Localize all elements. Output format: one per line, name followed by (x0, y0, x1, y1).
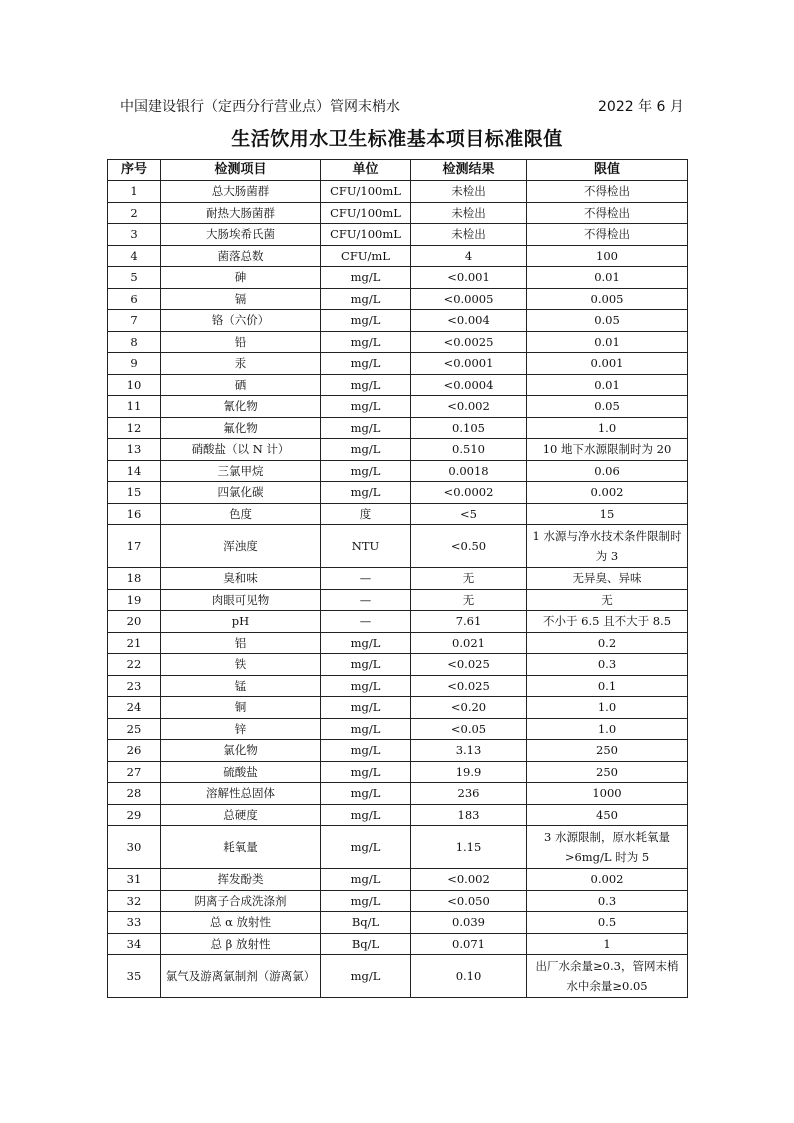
cell-limit: 0.01 (527, 267, 688, 289)
cell-item: 锌 (161, 718, 321, 740)
table-row (108, 718, 688, 740)
cell-item: 菌落总数 (161, 245, 321, 267)
cell-item: 铝 (161, 632, 321, 654)
cell-result: <0.004 (411, 310, 527, 332)
cell-limit: 无 (527, 589, 688, 611)
cell-item: 氯化物 (161, 740, 321, 762)
cell-limit: 10 地下水源限制时为 20 (527, 439, 688, 461)
table-header-row (108, 160, 688, 181)
table-row (108, 632, 688, 654)
cell-no: 22 (108, 654, 161, 676)
table-row (108, 804, 688, 826)
table-row (108, 439, 688, 461)
table-row (108, 933, 688, 955)
table-row (108, 482, 688, 504)
cell-limit: 出厂水余量≥0.3，管网末梢水中余量≥0.05 (527, 955, 688, 998)
cell-limit: 1.0 (527, 718, 688, 740)
cell-result: <0.025 (411, 654, 527, 676)
column-header-limit: 限值 (527, 160, 688, 181)
cell-unit: mg/L (321, 482, 411, 504)
cell-item: 挥发酚类 (161, 869, 321, 891)
cell-item: 铜 (161, 697, 321, 719)
cell-item: 总硬度 (161, 804, 321, 826)
cell-item: 硝酸盐（以 N 计） (161, 439, 321, 461)
cell-result: <0.025 (411, 675, 527, 697)
table-row (108, 697, 688, 719)
cell-limit: 0.002 (527, 482, 688, 504)
cell-no: 5 (108, 267, 161, 289)
cell-unit: 度 (321, 503, 411, 525)
cell-limit: 250 (527, 740, 688, 762)
cell-result: <0.0005 (411, 288, 527, 310)
table-row (108, 353, 688, 375)
cell-result: 236 (411, 783, 527, 805)
cell-no: 20 (108, 611, 161, 633)
table-row (108, 460, 688, 482)
cell-item: 硒 (161, 374, 321, 396)
cell-result: 0.510 (411, 439, 527, 461)
cell-limit: 450 (527, 804, 688, 826)
cell-item: 总大肠菌群 (161, 181, 321, 203)
cell-item: 铬（六价） (161, 310, 321, 332)
cell-no: 19 (108, 589, 161, 611)
report-location: 中国建设银行（定西分行营业点）管网末梢水 (120, 99, 400, 115)
cell-no: 34 (108, 933, 161, 955)
table-row (108, 890, 688, 912)
cell-no: 13 (108, 439, 161, 461)
cell-no: 6 (108, 288, 161, 310)
cell-item: 总 β 放射性 (161, 933, 321, 955)
table-row (108, 245, 688, 267)
cell-result: <0.002 (411, 396, 527, 418)
cell-no: 25 (108, 718, 161, 740)
table-row (108, 955, 688, 998)
cell-limit: 15 (527, 503, 688, 525)
cell-result: <0.0001 (411, 353, 527, 375)
cell-item: 四氯化碳 (161, 482, 321, 504)
cell-unit: mg/L (321, 890, 411, 912)
cell-item: 溶解性总固体 (161, 783, 321, 805)
table-row (108, 202, 688, 224)
table-row (108, 912, 688, 934)
cell-result: 无 (411, 589, 527, 611)
cell-unit: — (321, 568, 411, 590)
cell-item: 阴离子合成洗涤剂 (161, 890, 321, 912)
cell-limit: 不得检出 (527, 181, 688, 203)
cell-no: 10 (108, 374, 161, 396)
cell-limit: 0.2 (527, 632, 688, 654)
cell-unit: mg/L (321, 460, 411, 482)
cell-limit: 不小于 6.5 且不大于 8.5 (527, 611, 688, 633)
cell-item: 大肠埃希氏菌 (161, 224, 321, 246)
cell-no: 7 (108, 310, 161, 332)
cell-unit: mg/L (321, 396, 411, 418)
cell-item: 肉眼可见物 (161, 589, 321, 611)
cell-result: 未检出 (411, 181, 527, 203)
cell-no: 21 (108, 632, 161, 654)
cell-result: <5 (411, 503, 527, 525)
cell-result: 无 (411, 568, 527, 590)
table-row (108, 503, 688, 525)
cell-no: 23 (108, 675, 161, 697)
cell-no: 33 (108, 912, 161, 934)
cell-no: 12 (108, 417, 161, 439)
cell-unit: mg/L (321, 310, 411, 332)
page-title: 生活饮用水卫生标准基本项目标准限值 (231, 128, 563, 150)
cell-unit: — (321, 589, 411, 611)
table-row (108, 224, 688, 246)
cell-result: 1.15 (411, 826, 527, 869)
cell-unit: CFU/mL (321, 245, 411, 267)
cell-no: 8 (108, 331, 161, 353)
column-header-no: 序号 (108, 160, 161, 181)
cell-unit: CFU/100mL (321, 202, 411, 224)
cell-unit: mg/L (321, 267, 411, 289)
cell-result: <0.05 (411, 718, 527, 740)
table-row (108, 869, 688, 891)
table-row (108, 761, 688, 783)
table-row (108, 611, 688, 633)
cell-item: pH (161, 611, 321, 633)
cell-no: 32 (108, 890, 161, 912)
cell-unit: Bq/L (321, 912, 411, 934)
cell-unit: mg/L (321, 288, 411, 310)
report-date: 2022 年 6 月 (598, 99, 684, 115)
table-row (108, 310, 688, 332)
cell-result: <0.0025 (411, 331, 527, 353)
cell-limit: 3 水源限制，原水耗氧量>6mg/L 时为 5 (527, 826, 688, 869)
table-row (108, 826, 688, 869)
cell-unit: CFU/100mL (321, 181, 411, 203)
cell-item: 砷 (161, 267, 321, 289)
cell-no: 15 (108, 482, 161, 504)
cell-limit: 0.002 (527, 869, 688, 891)
cell-item: 铅 (161, 331, 321, 353)
cell-result: 19.9 (411, 761, 527, 783)
cell-unit: Bq/L (321, 933, 411, 955)
cell-unit: mg/L (321, 869, 411, 891)
cell-no: 9 (108, 353, 161, 375)
cell-limit: 0.1 (527, 675, 688, 697)
table-row (108, 589, 688, 611)
cell-item: 三氯甲烷 (161, 460, 321, 482)
cell-unit: mg/L (321, 761, 411, 783)
cell-result: 未检出 (411, 202, 527, 224)
cell-result: 0.039 (411, 912, 527, 934)
cell-limit: 0.01 (527, 374, 688, 396)
column-header-item: 检测项目 (161, 160, 321, 181)
cell-item: 氟化物 (161, 417, 321, 439)
cell-no: 29 (108, 804, 161, 826)
cell-unit: mg/L (321, 417, 411, 439)
table-row (108, 331, 688, 353)
cell-limit: 100 (527, 245, 688, 267)
cell-unit: NTU (321, 525, 411, 568)
table-row (108, 568, 688, 590)
cell-no: 31 (108, 869, 161, 891)
cell-no: 16 (108, 503, 161, 525)
table-row (108, 181, 688, 203)
cell-unit: mg/L (321, 955, 411, 998)
cell-no: 2 (108, 202, 161, 224)
cell-no: 17 (108, 525, 161, 568)
cell-no: 35 (108, 955, 161, 998)
cell-unit: mg/L (321, 331, 411, 353)
cell-limit: 0.3 (527, 654, 688, 676)
cell-unit: mg/L (321, 654, 411, 676)
cell-limit: 0.5 (527, 912, 688, 934)
cell-unit: CFU/100mL (321, 224, 411, 246)
cell-unit: mg/L (321, 439, 411, 461)
cell-result: 4 (411, 245, 527, 267)
cell-item: 硫酸盐 (161, 761, 321, 783)
cell-limit: 1.0 (527, 417, 688, 439)
cell-result: 未检出 (411, 224, 527, 246)
cell-unit: mg/L (321, 740, 411, 762)
cell-result: 0.0018 (411, 460, 527, 482)
cell-limit: 0.05 (527, 396, 688, 418)
cell-unit: mg/L (321, 353, 411, 375)
cell-no: 27 (108, 761, 161, 783)
table-row (108, 675, 688, 697)
cell-result: 0.021 (411, 632, 527, 654)
cell-limit: 1000 (527, 783, 688, 805)
cell-unit: mg/L (321, 783, 411, 805)
cell-item: 色度 (161, 503, 321, 525)
cell-item: 浑浊度 (161, 525, 321, 568)
cell-result: <0.050 (411, 890, 527, 912)
table-row (108, 267, 688, 289)
table-row (108, 374, 688, 396)
column-header-unit: 单位 (321, 160, 411, 181)
table-row (108, 396, 688, 418)
column-header-result: 检测结果 (411, 160, 527, 181)
cell-limit: 0.001 (527, 353, 688, 375)
cell-result: 0.105 (411, 417, 527, 439)
table-row (108, 783, 688, 805)
cell-result: 183 (411, 804, 527, 826)
cell-unit: mg/L (321, 826, 411, 869)
cell-result: <0.0004 (411, 374, 527, 396)
cell-no: 14 (108, 460, 161, 482)
cell-item: 汞 (161, 353, 321, 375)
cell-item: 氰化物 (161, 396, 321, 418)
cell-limit: 1 水源与净水技术条件限制时为 3 (527, 525, 688, 568)
cell-item: 氯气及游离氯制剂（游离氯） (161, 955, 321, 998)
cell-result: 3.13 (411, 740, 527, 762)
cell-limit: 0.05 (527, 310, 688, 332)
cell-limit: 1.0 (527, 697, 688, 719)
cell-no: 28 (108, 783, 161, 805)
cell-item: 耐热大肠菌群 (161, 202, 321, 224)
table-row (108, 525, 688, 568)
cell-no: 30 (108, 826, 161, 869)
cell-result: 0.071 (411, 933, 527, 955)
cell-no: 3 (108, 224, 161, 246)
cell-limit: 无异臭、异味 (527, 568, 688, 590)
cell-no: 11 (108, 396, 161, 418)
cell-unit: — (321, 611, 411, 633)
cell-limit: 0.3 (527, 890, 688, 912)
cell-result: <0.20 (411, 697, 527, 719)
cell-result: 7.61 (411, 611, 527, 633)
cell-item: 锰 (161, 675, 321, 697)
cell-limit: 1 (527, 933, 688, 955)
cell-result: <0.0002 (411, 482, 527, 504)
table-row (108, 654, 688, 676)
cell-no: 1 (108, 181, 161, 203)
cell-limit: 不得检出 (527, 202, 688, 224)
cell-limit: 250 (527, 761, 688, 783)
cell-item: 臭和味 (161, 568, 321, 590)
cell-no: 26 (108, 740, 161, 762)
cell-result: <0.50 (411, 525, 527, 568)
cell-limit: 0.01 (527, 331, 688, 353)
cell-unit: mg/L (321, 675, 411, 697)
cell-item: 耗氧量 (161, 826, 321, 869)
table-row (108, 288, 688, 310)
table-row (108, 740, 688, 762)
cell-unit: mg/L (321, 374, 411, 396)
cell-unit: mg/L (321, 804, 411, 826)
table-body (108, 181, 688, 998)
cell-result: <0.001 (411, 267, 527, 289)
cell-limit: 0.06 (527, 460, 688, 482)
cell-no: 4 (108, 245, 161, 267)
cell-unit: mg/L (321, 718, 411, 740)
standards-table (107, 159, 688, 998)
cell-unit: mg/L (321, 632, 411, 654)
cell-item: 铁 (161, 654, 321, 676)
cell-limit: 0.005 (527, 288, 688, 310)
cell-result: 0.10 (411, 955, 527, 998)
cell-no: 18 (108, 568, 161, 590)
table-row (108, 417, 688, 439)
cell-item: 镉 (161, 288, 321, 310)
cell-item: 总 α 放射性 (161, 912, 321, 934)
cell-limit: 不得检出 (527, 224, 688, 246)
cell-no: 24 (108, 697, 161, 719)
cell-result: <0.002 (411, 869, 527, 891)
cell-unit: mg/L (321, 697, 411, 719)
